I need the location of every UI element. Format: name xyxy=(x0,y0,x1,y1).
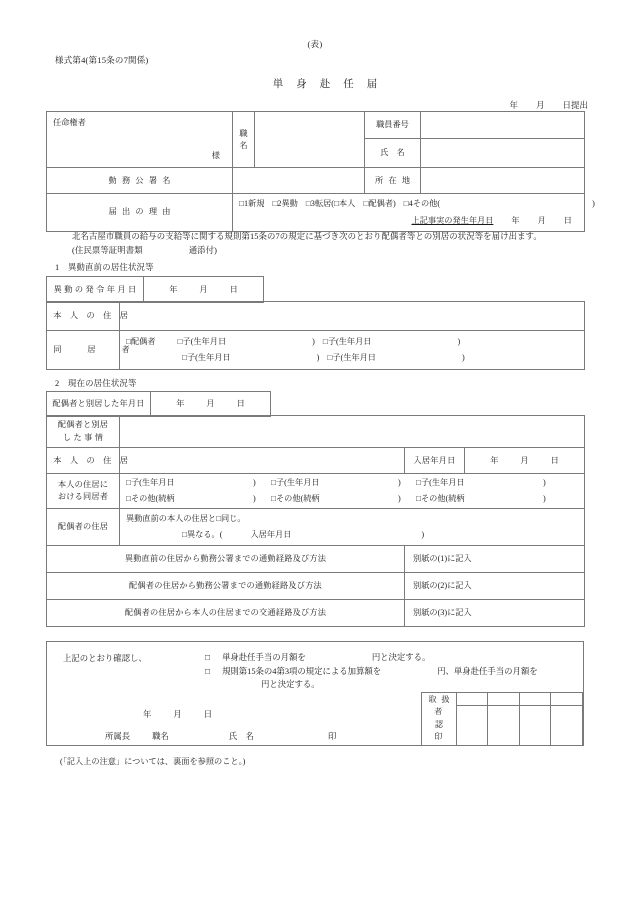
separation-date-label: 配偶者と別居した年月日 xyxy=(47,392,151,417)
s2-cohabitant-cell xyxy=(120,474,585,509)
confirmation-option-2-unit-a: 円、単身赴任手当の月額を xyxy=(437,666,538,676)
section1-date-table xyxy=(46,276,264,303)
s2-child-2-close: ) xyxy=(398,478,401,487)
movein-date-label: 入居年月日 xyxy=(405,448,465,474)
submit-year: 年 xyxy=(509,100,518,110)
s1-child-4[interactable]: □子(生年月日 xyxy=(327,353,376,362)
s1-child-2[interactable]: □子(生年月日 xyxy=(322,337,372,347)
route-value-3[interactable]: 別紙の(3)に記入 xyxy=(405,599,585,626)
confirmation-option-2-cont xyxy=(205,678,538,692)
office-name-input[interactable] xyxy=(233,168,365,194)
submit-month: 月 xyxy=(535,100,545,110)
s1-cohabitant-label: 同 居 者 xyxy=(47,331,120,370)
s1-cohabitant-row-1[interactable] xyxy=(126,336,578,348)
submit-day: 日提出 xyxy=(562,100,588,110)
statement-attach-unit: 通添付) xyxy=(188,245,218,255)
movein-year: 年 xyxy=(490,455,499,465)
event-date-label: 上記事実の発生年月日 xyxy=(411,215,494,225)
signature-position-label: 職名 xyxy=(152,732,169,741)
movein-month: 月 xyxy=(520,455,529,465)
footer-note: (「記入上の注意」については、裏面を参照のこと。) xyxy=(60,757,246,766)
stamp-slot-top-2[interactable] xyxy=(488,693,520,706)
route-label-2: 配偶者の住居から勤務公署までの通勤経路及び方法 xyxy=(47,572,405,599)
reason-close-paren: ) xyxy=(592,199,595,208)
conf-month: 月 xyxy=(173,710,182,719)
route-value-1[interactable]: 別紙の(1)に記入 xyxy=(405,545,585,572)
confirmation-option-1[interactable] xyxy=(205,651,538,665)
confirmation-block xyxy=(46,641,584,746)
s1-child-3-close: ) xyxy=(316,353,320,362)
reason-option-transfer[interactable]: □2異動 xyxy=(272,199,298,208)
spouse-residence-close: ) xyxy=(421,529,425,539)
signature-seal-label: 印 xyxy=(328,732,337,741)
confirmation-option-2-text: 規則第15条の4第3項の規定による加算額を xyxy=(222,666,382,676)
s1-cohabitant-cell xyxy=(120,331,585,370)
stamp-slot-top-1[interactable] xyxy=(456,693,488,706)
s2-day: 日 xyxy=(236,399,245,409)
spouse-residence-movein-label: 入居年月日 xyxy=(250,529,292,539)
event-date-row xyxy=(239,215,578,227)
confirmation-options xyxy=(205,651,538,692)
event-year: 年 xyxy=(511,215,520,225)
s2-child-1-close: ) xyxy=(253,478,256,487)
spouse-residence-same[interactable]: 異動直前の本人の住居と□同じ。 xyxy=(126,513,246,523)
transfer-order-date-label: 異 動 の 発 令 年 月 日 xyxy=(47,277,144,303)
position-char-2: 名 xyxy=(239,140,248,150)
section1-table xyxy=(46,301,585,370)
event-month: 月 xyxy=(537,215,546,225)
stamp-label-line-2: 認 印 xyxy=(434,719,464,742)
s2-other-2-close: ) xyxy=(398,493,401,503)
side-marker: (表) xyxy=(307,39,323,49)
stamp-slot-top-3[interactable] xyxy=(519,693,551,706)
page-title: 単身赴任届 xyxy=(272,79,391,90)
s2-cohabitant-label-line-1: 本人の住居に xyxy=(57,479,109,489)
reason-options[interactable] xyxy=(239,198,595,210)
form-number: 様式第4(第15条の7関係) xyxy=(55,55,149,65)
confirmation-option-1-checkbox[interactable]: □ xyxy=(205,653,211,662)
header-table xyxy=(46,111,595,232)
position-input[interactable] xyxy=(255,112,365,168)
reason-label: 届 出 の 理 由 xyxy=(47,194,233,232)
separation-reason-label-line-1: 配偶者と別居 xyxy=(57,420,109,430)
signature-chief-label: 所属長 xyxy=(105,732,131,741)
section2-heading: 2 現在の居住状況等 xyxy=(55,379,137,388)
s2-other-2[interactable]: □その他(続柄 xyxy=(271,493,320,503)
separation-reason-label xyxy=(47,416,120,448)
section1-heading: 1 異動直前の居住状況等 xyxy=(55,263,154,272)
stamp-slot-3[interactable] xyxy=(519,705,551,745)
s2-child-1[interactable]: □子(生年月日 xyxy=(126,478,175,487)
confirmation-option-2-unit-b: 円と決定する。 xyxy=(261,680,320,690)
s2-year: 年 xyxy=(176,399,185,409)
s2-cohabitant-label xyxy=(47,474,120,509)
position-label xyxy=(233,112,255,168)
s2-other-3[interactable]: □その他(続柄 xyxy=(416,493,465,503)
appointer-label: 任命権者 xyxy=(53,118,86,128)
route-value-2[interactable]: 別紙の(2)に記入 xyxy=(405,572,585,599)
statement-block xyxy=(72,230,542,258)
confirmation-option-1-text: 単身赴任手当の月額を xyxy=(222,653,306,662)
stamp-label xyxy=(422,693,464,746)
location-label: 所 在 地 xyxy=(365,168,421,194)
employee-number-input[interactable] xyxy=(421,112,585,139)
transfer-order-date-value[interactable] xyxy=(144,277,264,303)
position-char-1: 職 xyxy=(239,128,248,138)
s2-others-row[interactable] xyxy=(126,493,578,505)
s1-cohabitant-row-2[interactable] xyxy=(126,352,578,364)
s2-own-residence-label: 本 人 の 住 居 xyxy=(47,448,120,474)
conf-year: 年 xyxy=(143,710,152,719)
s1-child-3[interactable]: □子(生年月日 xyxy=(182,353,231,362)
s2-other-1[interactable]: □その他(続柄 xyxy=(126,493,175,503)
reason-cell xyxy=(233,194,595,232)
confirmation-option-2-checkbox[interactable]: □ xyxy=(205,666,211,676)
s2-own-residence-input[interactable] xyxy=(120,448,405,474)
s2-children-row[interactable] xyxy=(126,477,578,489)
s2-month: 月 xyxy=(206,399,215,409)
movein-day: 日 xyxy=(550,455,559,465)
route-label-1: 異動直前の住居から勤務公署までの通勤経路及び方法 xyxy=(47,545,405,572)
s2-other-3-close: ) xyxy=(543,493,546,503)
s1-month: 月 xyxy=(199,284,208,294)
employee-number-label: 職員番号 xyxy=(365,112,421,139)
submission-date xyxy=(509,99,588,111)
confirmation-signature[interactable] xyxy=(105,730,336,742)
s1-year: 年 xyxy=(169,284,178,294)
s2-child-3[interactable]: □子(生年月日 xyxy=(416,478,465,487)
s2-child-2[interactable]: □子(生年月日 xyxy=(271,478,320,487)
stamp-label-line-1: 取 扱 者 xyxy=(428,695,451,717)
separation-reason-input[interactable] xyxy=(120,416,585,448)
office-name-label: 勤 務 公 署 名 xyxy=(47,168,233,194)
route-label-3: 配偶者の住居から本人の住居までの交通経路及び方法 xyxy=(47,599,405,626)
conf-day: 日 xyxy=(203,710,213,719)
s2-cohabitant-label-line-2: おける同居者 xyxy=(57,491,109,501)
spouse-residence-cell xyxy=(120,508,585,545)
s1-own-residence-input[interactable] xyxy=(120,302,585,331)
confirmation-date[interactable] xyxy=(143,708,212,720)
spouse-residence-diff-row[interactable] xyxy=(126,529,578,541)
appointer-cell xyxy=(47,112,233,168)
statement-line-2 xyxy=(72,244,542,258)
name-label: 氏 名 xyxy=(365,139,421,168)
honorific-label: 様 xyxy=(211,151,220,160)
movein-date-value[interactable] xyxy=(465,448,585,474)
spouse-residence-same-row[interactable] xyxy=(126,513,578,525)
s2-other-1-close: ) xyxy=(253,493,256,503)
handler-stamp-grid xyxy=(421,692,583,746)
stamp-slot-4[interactable] xyxy=(551,705,583,745)
s1-child-4-close: ) xyxy=(461,353,465,362)
section2-table xyxy=(46,415,585,627)
section2-date-table xyxy=(46,391,271,417)
confirmation-lead: 上記のとおり確認し、 xyxy=(63,654,147,663)
name-input[interactable] xyxy=(421,139,585,168)
s1-own-residence-label: 本 人 の 住 居 xyxy=(47,302,120,331)
spouse-residence-diff[interactable]: □異なる。( xyxy=(182,529,223,539)
confirmation-option-1-unit: 円と決定する。 xyxy=(371,653,431,662)
s1-child-2-close: ) xyxy=(457,337,461,347)
spouse-residence-label: 配偶者の住居 xyxy=(47,508,120,545)
s1-spouse-checkbox[interactable]: □配偶者 xyxy=(126,337,156,347)
statement-line-1: 北名古屋市職員の給与の支給等に関する規則第15条の7の規定に基づき次のとおり配偶者等との別居の状況等を届け出ます。 xyxy=(72,232,542,241)
s1-day: 日 xyxy=(229,284,238,294)
s1-child-1[interactable]: □子(生年月日 xyxy=(177,337,227,347)
stamp-slot-top-4[interactable] xyxy=(551,693,583,706)
s1-child-1-close: ) xyxy=(312,337,315,347)
reason-option-move[interactable]: □3転居(□本人 □配偶者) xyxy=(305,199,396,208)
separation-date-value[interactable] xyxy=(151,392,271,417)
reason-option-new[interactable]: □1新規 xyxy=(239,199,265,208)
event-day: 日 xyxy=(563,215,572,225)
confirmation-option-2[interactable] xyxy=(205,665,538,679)
signature-name-label: 氏 名 xyxy=(228,732,254,741)
reason-option-other[interactable]: □4その他( xyxy=(403,199,441,208)
location-input[interactable] xyxy=(421,168,585,194)
s2-child-3-close: ) xyxy=(543,478,546,487)
stamp-slot-2[interactable] xyxy=(488,705,520,745)
statement-attach-label: (住民票等証明書類 xyxy=(72,245,143,255)
separation-reason-label-line-2: し た 事 情 xyxy=(62,432,104,442)
